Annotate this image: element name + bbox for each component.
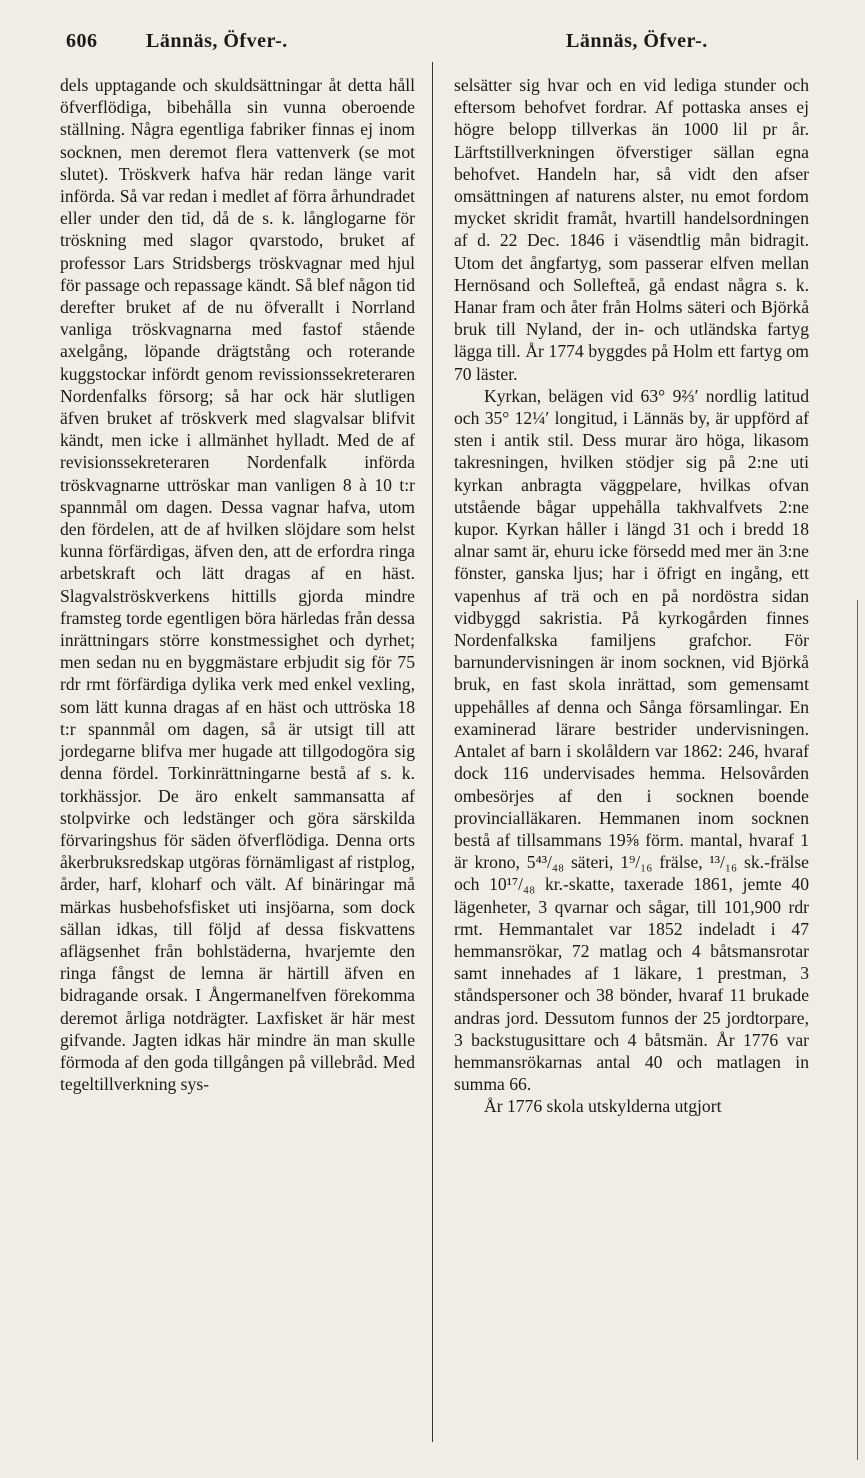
left-paragraph: dels upptagande och skuldsättningar åt detta håll öfverflödiga, bibehålla sin vunna oberoende ställning. Några egentliga fabriker finnas ej inom socknen, men deremot flera vattenverk (se mot slutet). Tröskverk hafva här redan länge varit införda. Så var redan i medlet af förra århundradet eller under den tid, då de s. k. långlogarne för tröskning med slagor qvarstodo, bruket af professor Lars Stridsbergs tröskvagnar med hjul för passage och repassage kändt. Så blef någon tid derefter bruket af de nu öfverallt i Norrland vanliga tröskvagnarna med fastof stående axelgång, löpande drägtstång och roterande kuggstockar infördt genom revissionssekreteraren Nordenfalks försorg; så har ock här slutligen äfven bruket af tröskverk med slagvalsar blifvit kändt, men icke i allmänhet hylladt. Med de af revisionssekreteraren Nordenfalk införda tröskvagnarne uttröskar man vanligen 8 à 10 t:r spannmål om dagen. Dessa vagnar hafva, utom den fördelen, att de af hvilken slöjdare som helst kunna förfärdigas, äfven den, att de erfordra ringa arbetskraft och lätt dragas af en häst. Slagvalströskverkens hittills gjorda mindre framsteg torde egentligen böra härledas från dessa inrättningars större konstmessighet och dyrhet; men sedan nu en byggmästare erbjudit sig för 75 rdr rmt förfärdiga dylika verk med enkel vexling, som lätt kunna dragas af en häst och uttröska 18 t:r spannmål om dagen, så är utsigt till att jordegarne blifva mer hugade att tillgodogöra sig denna fördel. Torkinrättningarne bestå af s. k. torkhässjor. De äro enkelt sammansatta af stolpvirke och ledstänger och göra särskilda förvaringshus för säden öfverflödiga. Denna orts åkerbruksredskap utgöras förnämligast af ristplog, årder, harf, kloharf och vält. Af binäringar må märkas husbehofsfisket uti insjöarna, som dock sällan idkas, till följd af dessa fiskvattens aflägsenhet från bohlstäderna, hvarjemte den ringa fångst de lemna är härtill äfven en bidragande orsak. I Ångermanelfven förekomma deremot årliga notdrägter. Laxfisket är här mest gifvande. Jagten idkas här mindre än man skulle förmoda af den goda tillgången på villebråd. Med tegeltillverkning sys- — [60, 75, 415, 1095]
running-title-right: Lännäs, Öfver-. — [566, 30, 708, 52]
right-text-column — [454, 74, 809, 1118]
left-text-column — [60, 74, 415, 1095]
page-number: 606 — [66, 30, 98, 52]
right-paragraph-2: Kyrkan, belägen vid 63° 9⅔′ nordlig latitud och 35° 12¼′ longitud, i Lännäs by, är uppförd af sten i antik stil. Dess murar äro höga, likasom takresningen, hvilken stödjer sig på 2:ne uti kyrkan anbragta väggpelare, hvilkas ofvan utstående bågar uppehålla takhvalfvets 2:ne kupor. Kyrkan håller i längd 31 och i bredd 18 alnar samt är, ehuru icke försedd med mer än 3:ne fönster, ganska ljus; har i öfrigt en ingång, ett vapenhus af trä och en på nordöstra sidan vidbyggd sakristia. På kyrkogården finnes Nordenfalkska familjens grafchor. För barnundervisningen är inom socknen, vid Björkå bruk, en fast skola inrättad, som gemensamt uppehålles af denna och Sånga församlingar. En examinerad lärare bestrider undervisningen. Antalet af barn i skolåldern var 1862: 246, hvaraf dock 116 undervisades hemma. Helsovården ombesörjes af den i socknen boende provincialläkaren. Hemmanen inom socknen bestå af tillsammans 19⅝ förm. mantal, hvaraf 1 är krono, 5⁴³/₄₈ säteri, 1⁹/₁₆ frälse, ¹³/₁₆ sk.-frälse och 10¹⁷/₄₈ kr.-skatte, taxerade 1861, jemte 40 lägenheter, 3 qvarnar och sågar, till 101,900 rdr rmt. Hemmantalet var 1852 indeladt i 47 hemmansrökar, 72 matlag och 4 båtsmansrotar samt innehades af 1 läkare, 1 prestman, 3 ståndspersoner och 38 bönder, hvaraf 11 brukade andras jord. Dessutom funnos der 25 jordtorpare, 3 backstugusittare och 4 båtsmän. År 1776 var hemmansrökarnas antal 40 och matlagen in summa 66. — [454, 385, 809, 1095]
page-edge-line — [857, 600, 858, 1460]
running-title-left: Lännäs, Öfver-. — [146, 30, 288, 52]
right-paragraph-1: selsätter sig hvar och en vid lediga stunder och eftersom behofvet fordrar. Af pottaska anses ej högre belopp tillverkas än 1000 lil pr år. Lärftstillverkningen öfverstiger sällan egna behofvet. Handeln har, så vidt den afser omsättningen af naturens alster, nu emot fordom mycket skridit framåt, hvartill handelsordningen af d. 22 Dec. 1846 i väsendtlig mån bidragit. Utom det ångfartyg, som passerar elfven mellan Hernösand och Sollefteå, gå endast några s. k. Hanar fram och åter från Holms säteri och Björkå bruk till Nyland, der in- och utländska fartyg lägga till. År 1774 byggdes på Holm ett fartyg om 70 läster. — [454, 75, 809, 384]
right-paragraph-3: År 1776 skola utskylderna utgjort — [484, 1096, 722, 1117]
column-divider — [432, 62, 433, 1442]
